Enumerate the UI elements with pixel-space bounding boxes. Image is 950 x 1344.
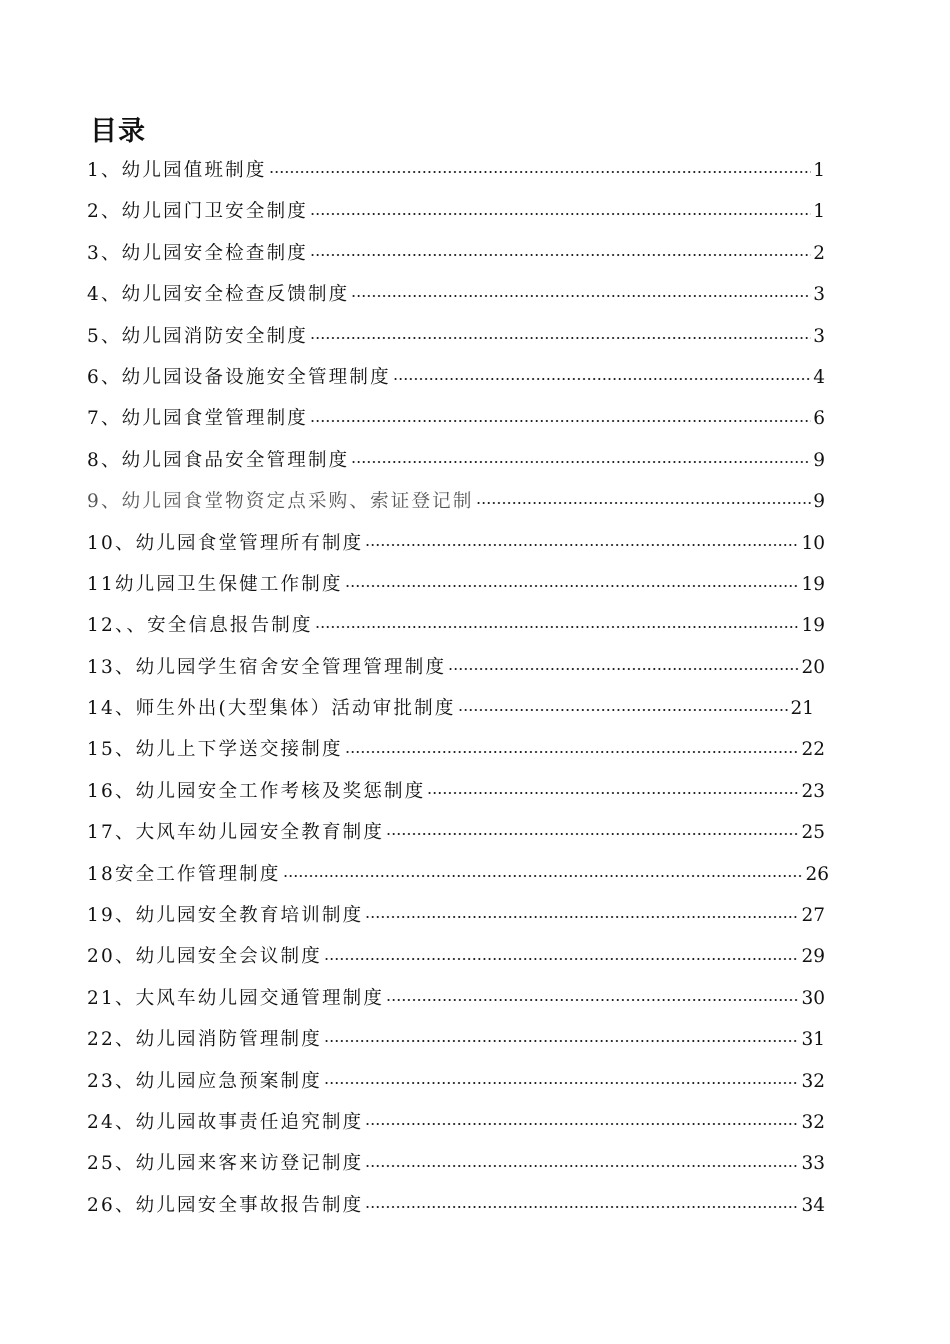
- dot-leader: [458, 709, 789, 711]
- toc-entry-page: 30: [801, 987, 825, 1009]
- dot-leader: [386, 833, 799, 835]
- dot-leader: [345, 751, 800, 753]
- toc-entry[interactable]: [87, 978, 825, 1019]
- toc-entry-title: 25、幼儿园来客来访登记制度: [87, 1153, 364, 1175]
- toc-entry-page: 25: [801, 822, 825, 844]
- toc-entry[interactable]: [87, 398, 825, 439]
- dot-leader: [351, 295, 811, 297]
- toc-entry-title: 13、幼儿园学生宿舍安全管理管理制度: [87, 656, 447, 678]
- dot-leader: [386, 999, 799, 1001]
- toc-entry-title: 2、幼儿园门卫安全制度: [87, 201, 308, 223]
- toc-entry-title: 20、幼儿园安全会议制度: [87, 946, 322, 968]
- toc-entry-page: 1: [813, 160, 825, 181]
- toc-entry-title: 23、幼儿园应急预案制度: [87, 1070, 322, 1092]
- toc-entry[interactable]: [87, 440, 825, 481]
- toc-entry-page: 19: [801, 573, 825, 595]
- toc-entry-page: 9: [813, 491, 825, 513]
- toc-entry-page: 22: [801, 739, 825, 761]
- toc-entry-title: 9、幼儿园食堂物资定点采购、索证登记制: [87, 491, 474, 513]
- toc-entry-title: 7、幼儿园食堂管理制度: [87, 408, 308, 430]
- toc-entry[interactable]: [87, 729, 825, 770]
- dot-leader: [310, 337, 811, 339]
- toc-list: [87, 150, 829, 1226]
- dot-leader: [365, 1165, 799, 1167]
- toc-entry[interactable]: [87, 191, 825, 232]
- toc-entry[interactable]: [87, 812, 825, 853]
- toc-entry-title: 3、幼儿园安全检查制度: [87, 242, 308, 264]
- dot-leader: [448, 668, 799, 670]
- toc-entry-title: 26、幼儿园安全事故报告制度: [87, 1194, 364, 1216]
- toc-entry-page: 20: [801, 656, 825, 678]
- toc-entry-page: 21: [790, 698, 814, 720]
- toc-entry-title: 21、大风车幼儿园交通管理制度: [87, 987, 385, 1009]
- toc-entry-page: 23: [801, 780, 825, 802]
- dot-leader: [283, 875, 804, 877]
- toc-entry-page: 27: [801, 905, 825, 927]
- toc-entry[interactable]: [87, 895, 825, 936]
- toc-entry-page: 26: [805, 863, 829, 885]
- toc-entry-page: 32: [801, 1111, 825, 1133]
- toc-entry[interactable]: [87, 357, 825, 398]
- toc-entry-title: 14、师生外出(大型集体）活动审批制度: [87, 698, 456, 720]
- toc-entry-page: 31: [801, 1029, 825, 1051]
- toc-entry[interactable]: [87, 316, 825, 357]
- toc-entry[interactable]: [87, 605, 825, 646]
- dot-leader: [351, 461, 811, 463]
- toc-entry-page: 10: [801, 532, 825, 554]
- dot-leader: [310, 254, 811, 256]
- dot-leader: [393, 378, 811, 380]
- toc-entry-title: 1、幼儿园值班制度: [87, 160, 267, 181]
- toc-entry[interactable]: [87, 771, 825, 812]
- toc-entry[interactable]: [87, 481, 825, 522]
- toc-entry-title: 16、幼儿园安全工作考核及奖惩制度: [87, 780, 426, 802]
- dot-leader: [365, 1206, 799, 1208]
- toc-entry[interactable]: [87, 1185, 825, 1226]
- dot-leader: [476, 502, 812, 504]
- toc-entry-title: 6、幼儿园设备设施安全管理制度: [87, 366, 391, 388]
- toc-entry[interactable]: [87, 564, 825, 605]
- toc-entry-page: 32: [801, 1070, 825, 1092]
- toc-entry[interactable]: [87, 523, 825, 564]
- toc-entry-page: 3: [813, 325, 825, 347]
- toc-entry-title: 24、幼儿园故事责任追究制度: [87, 1111, 364, 1133]
- toc-entry-title: 12、、安全信息报告制度: [87, 615, 313, 637]
- dot-leader: [345, 585, 800, 587]
- toc-entry[interactable]: [87, 274, 825, 315]
- toc-entry-title: 18安全工作管理制度: [87, 863, 281, 885]
- toc-title: 目录: [90, 116, 146, 147]
- toc-entry[interactable]: [87, 1102, 825, 1143]
- toc-entry-title: 19、幼儿园安全教育培训制度: [87, 905, 364, 927]
- toc-entry[interactable]: [87, 854, 829, 895]
- toc-entry[interactable]: [87, 233, 825, 274]
- toc-entry[interactable]: [87, 647, 825, 688]
- toc-entry-page: 34: [801, 1194, 825, 1216]
- dot-leader: [324, 1040, 800, 1042]
- toc-entry[interactable]: [87, 1061, 825, 1102]
- toc-entry-title: 8、幼儿园食品安全管理制度: [87, 449, 350, 471]
- toc-entry-page: 29: [801, 946, 825, 968]
- toc-entry[interactable]: [87, 1143, 825, 1184]
- toc-entry[interactable]: [87, 688, 814, 729]
- toc-entry-title: 10、幼儿园食堂管理所有制度: [87, 532, 364, 554]
- dot-leader: [427, 792, 799, 794]
- toc-entry-title: 11幼儿园卫生保健工作制度: [87, 573, 343, 595]
- toc-entry-page: 6: [813, 408, 825, 430]
- toc-entry-page: 33: [801, 1153, 825, 1175]
- toc-entry-page: 2: [813, 242, 825, 264]
- dot-leader: [365, 544, 799, 546]
- toc-entry-page: 4: [813, 366, 825, 388]
- toc-entry-title: 22、幼儿园消防管理制度: [87, 1029, 322, 1051]
- toc-entry[interactable]: [87, 150, 825, 191]
- toc-entry-page: 3: [813, 284, 825, 306]
- dot-leader: [269, 171, 812, 173]
- dot-leader: [315, 626, 800, 628]
- toc-entry-title: 15、幼儿上下学送交接制度: [87, 739, 343, 761]
- dot-leader: [324, 958, 800, 960]
- dot-leader: [324, 1082, 800, 1084]
- dot-leader: [310, 420, 811, 422]
- toc-entry-title: 5、幼儿园消防安全制度: [87, 325, 308, 347]
- toc-entry-page: 9: [813, 449, 825, 471]
- toc-entry-page: 19: [801, 615, 825, 637]
- dot-leader: [365, 1123, 799, 1125]
- toc-entry[interactable]: [87, 936, 825, 977]
- toc-entry-title: 4、幼儿园安全检查反馈制度: [87, 284, 350, 306]
- toc-entry[interactable]: [87, 1019, 825, 1060]
- toc-entry-page: 1: [813, 201, 825, 223]
- dot-leader: [310, 213, 811, 215]
- toc-entry-title: 17、大风车幼儿园安全教育制度: [87, 822, 385, 844]
- dot-leader: [365, 916, 799, 918]
